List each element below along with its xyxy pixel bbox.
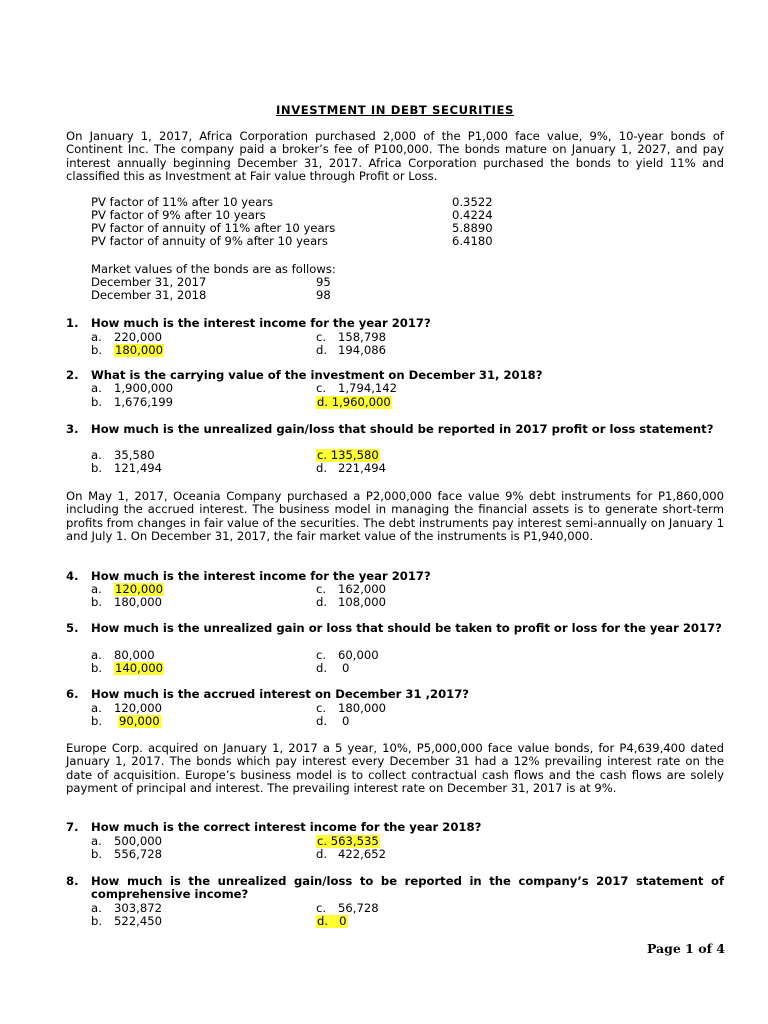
option-row — [66, 382, 724, 395]
option-row — [66, 848, 724, 861]
option-row — [66, 344, 724, 357]
option-letter-a: a. — [91, 448, 102, 462]
option-letter-d: d. — [317, 395, 329, 409]
option-value-c: 162,000 — [338, 582, 386, 596]
option-row — [66, 662, 724, 675]
option-row — [66, 915, 724, 928]
question-3 — [66, 423, 724, 436]
option-value-b: 1,676,199 — [114, 395, 174, 409]
oceania-paragraph: On May 1, 2017, Oceania Company purchased a P2,000,000 face value 9% debt instruments for P1,860,000 including the accrued interest. The business model in managing the financial assets is to generate short-term profits from changes in fair value of the securities. The debt instruments pay interest semi-annually on January 1 and July 1. On December 31, 2017, the fair market value of the instruments is P1,940,000. — [66, 489, 724, 543]
option-value-d: 108,000 — [338, 595, 386, 609]
option-value-c: 180,000 — [338, 701, 386, 715]
option-letter-c: c. — [316, 701, 327, 715]
option-value-c: 56,728 — [338, 901, 379, 915]
option-letter-a: a. — [91, 701, 102, 715]
option-value-d: 1,960,000 — [331, 395, 391, 409]
page-number-footer: Page 1 of 4 — [646, 941, 725, 956]
option-value-d: 194,086 — [338, 343, 386, 357]
option-value-b-highlighted-answer: 140,000 — [115, 661, 163, 675]
option-value-d: 0 — [342, 714, 350, 728]
option-letter-b: b. — [91, 914, 103, 928]
option-value-c: 158,798 — [338, 330, 386, 344]
option-letter-d: d. — [316, 661, 328, 675]
question-4 — [66, 570, 724, 583]
option-letter-d-highlighted-answer — [316, 396, 392, 409]
option-letter-a: a. — [91, 381, 102, 395]
question-6 — [66, 688, 724, 701]
market-value-value: 95 — [316, 275, 331, 289]
option-letter-c: c. — [316, 381, 327, 395]
option-letter-c: c. — [316, 648, 327, 662]
option-value-a: 80,000 — [114, 648, 155, 662]
option-value-a: 120,000 — [114, 701, 162, 715]
option-row — [66, 715, 724, 728]
option-value-b-highlighted-answer: 90,000 — [119, 714, 160, 728]
option-letter-c: c. — [317, 448, 328, 462]
question-text: How much is the unrealized gain/loss that should be reported in 2017 profit or loss statement? — [91, 422, 714, 436]
option-value-a: 35,580 — [114, 448, 155, 462]
pv-factor-value: 0.4224 — [452, 208, 493, 222]
option-row — [66, 331, 724, 344]
option-value-a-highlighted-answer: 120,000 — [115, 582, 163, 596]
question-text: How much is the unrealized gain/loss to be reported in the company’s 2017 statement of comprehensive income? — [91, 874, 724, 902]
question-text: How much is the accrued interest on December 31 ,2017? — [91, 687, 469, 701]
option-row — [66, 902, 724, 915]
option-value-a: 220,000 — [114, 330, 162, 344]
option-value-b: 556,728 — [114, 847, 162, 861]
option-value-c: 1,794,142 — [338, 381, 398, 395]
option-row — [66, 396, 724, 409]
question-number: 8. — [66, 874, 79, 888]
option-value-b: 522,450 — [114, 914, 162, 928]
option-letter-b: b. — [91, 461, 103, 475]
market-value-value: 98 — [316, 288, 331, 302]
option-letter-b: b. — [91, 661, 103, 675]
question-text: How much is the unrealized gain or loss that should be taken to profit or loss for the year 2017? — [91, 621, 722, 635]
option-value-d: 0 — [339, 914, 347, 928]
pv-factor-value: 6.4180 — [452, 234, 493, 248]
option-letter-a: a. — [91, 582, 102, 596]
question-5 — [66, 622, 724, 635]
option-letter-a: a. — [91, 648, 102, 662]
pv-factor-value: 5.8890 — [452, 221, 493, 235]
option-value-d: 422,652 — [338, 847, 386, 861]
question-number: 2. — [66, 368, 79, 382]
option-letter-a: a. — [91, 330, 102, 344]
option-row — [66, 583, 724, 596]
option-value-b: 121,494 — [114, 461, 162, 475]
option-row — [66, 649, 724, 662]
pv-factor-label: PV factor of annuity of 9% after 10 years — [91, 234, 328, 248]
option-letter-a: a. — [91, 834, 102, 848]
intro-paragraph: On January 1, 2017, Africa Corporation purchased 2,000 of the P1,000 face value, 9%, 10-year bonds of Continent Inc. The company paid a broker’s fee of P100,000. The bonds mature on January 1, 2027, and pay interest annually beginning December 31, 2017. Africa Corporation purchased the bonds to yield 11% and classified this as Investment at Fair value through Profit or Loss. — [66, 129, 724, 183]
option-letter-c: c. — [316, 330, 327, 344]
option-value-c: 60,000 — [338, 648, 379, 662]
option-letter-c: c. — [316, 582, 327, 596]
option-letter-b: b. — [91, 595, 103, 609]
option-letter-d: d. — [316, 714, 328, 728]
option-row — [66, 835, 724, 848]
option-row — [66, 462, 724, 475]
option-letter-a: a. — [91, 901, 102, 915]
question-number: 7. — [66, 820, 79, 834]
option-value-c: 135,580 — [330, 448, 379, 462]
question-text: How much is the correct interest income for the year 2018? — [91, 820, 482, 834]
option-letter-b: b. — [91, 343, 103, 357]
option-letter-b: b. — [91, 395, 103, 409]
option-letter-d-highlighted-answer — [316, 915, 348, 928]
question-number: 4. — [66, 569, 79, 583]
pv-factor-label: PV factor of annuity of 11% after 10 years — [91, 221, 336, 235]
option-value-d: 221,494 — [338, 461, 386, 475]
option-row — [66, 702, 724, 715]
option-letter-d: d. — [316, 595, 328, 609]
question-number: 6. — [66, 687, 79, 701]
market-values-heading: Market values of the bonds are as follows: — [91, 262, 336, 276]
option-letter-b: b. — [91, 714, 103, 728]
pv-factor-label: PV factor of 11% after 10 years — [91, 195, 274, 209]
market-value-date: December 31, 2018 — [91, 288, 207, 302]
option-value-d: 0 — [342, 661, 350, 675]
option-letter-c: c. — [316, 901, 327, 915]
option-value-b-highlighted-answer: 180,000 — [115, 343, 163, 357]
pv-factor-label: PV factor of 9% after 10 years — [91, 208, 266, 222]
question-text: How much is the interest income for the year 2017? — [91, 316, 431, 330]
europe-paragraph: Europe Corp. acquired on January 1, 2017 a 5 year, 10%, P5,000,000 face value bonds, for P4,639,400 dated January 1, 2017. The bonds which pay interest every December 31 had a 12% prevailing interest rate on the date of acquisition. Europe’s business model is to collect contractual cash flows and the cash flows are solely payment of principal and interest. The prevailing interest rate on December 31, 2017 is at 9%. — [66, 741, 724, 795]
option-row — [66, 596, 724, 609]
market-value-row — [66, 289, 724, 302]
option-row — [66, 449, 724, 462]
option-value-a: 1,900,000 — [114, 381, 174, 395]
pv-factor-row — [66, 235, 724, 248]
option-value-c: 563,535 — [330, 834, 379, 848]
option-letter-d: d. — [317, 914, 329, 928]
question-8 — [66, 875, 724, 902]
option-value-b: 180,000 — [114, 595, 162, 609]
market-value-date: December 31, 2017 — [91, 275, 207, 289]
question-7 — [66, 821, 724, 834]
option-value-a: 500,000 — [114, 834, 162, 848]
question-text: What is the carrying value of the investment on December 31, 2018? — [91, 368, 543, 382]
option-letter-b: b. — [91, 847, 103, 861]
question-1 — [66, 317, 724, 330]
option-value-a: 303,872 — [114, 901, 162, 915]
option-letter-d: d. — [316, 343, 328, 357]
option-letter-c: c. — [317, 834, 328, 848]
question-number: 3. — [66, 422, 79, 436]
question-text: How much is the interest income for the year 2017? — [91, 569, 431, 583]
pv-factor-value: 0.3522 — [452, 195, 493, 209]
option-letter-d: d. — [316, 847, 328, 861]
question-number: 1. — [66, 316, 79, 330]
question-number: 5. — [66, 621, 79, 635]
document-title: INVESTMENT IN DEBT SECURITIES — [276, 103, 514, 117]
option-letter-d: d. — [316, 461, 328, 475]
